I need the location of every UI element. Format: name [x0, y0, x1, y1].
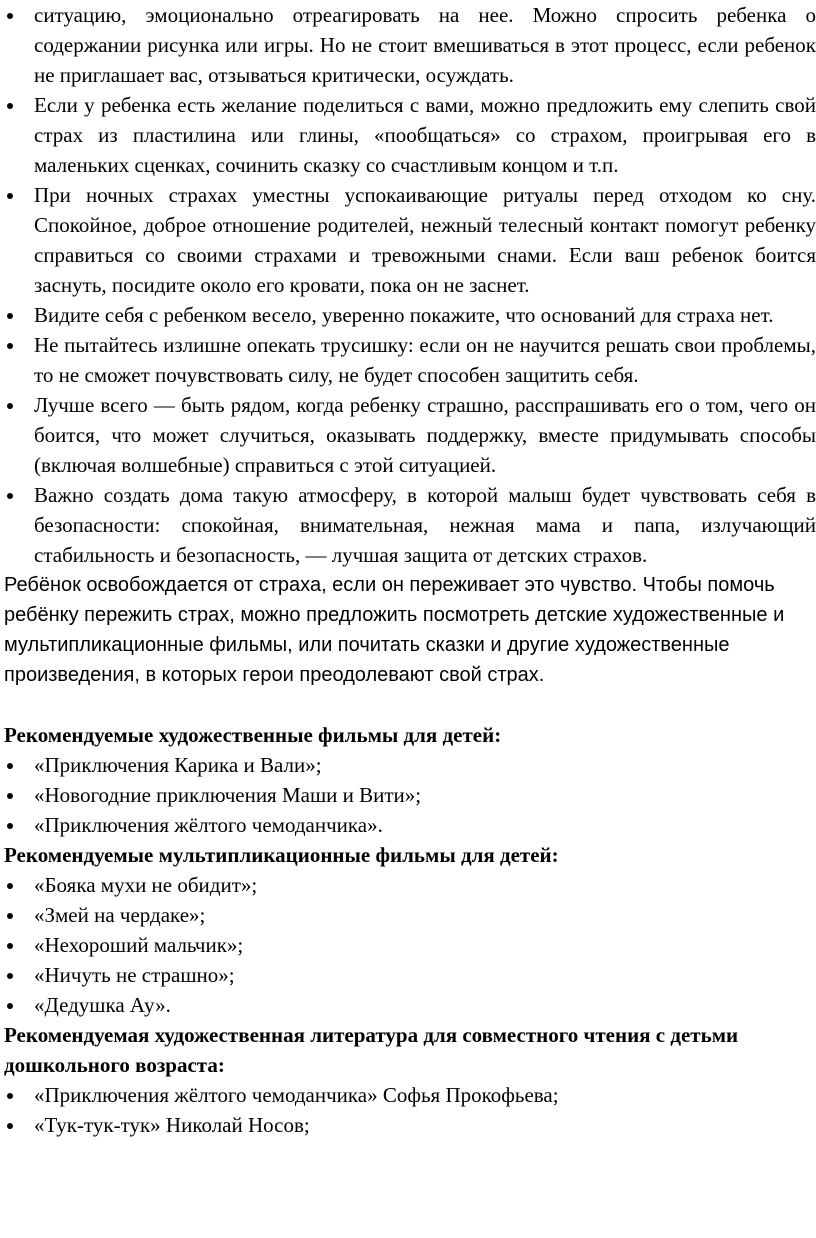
- list-item: «Тук-тук-тук» Николай Носов;: [34, 1110, 816, 1140]
- books-heading: Рекомендуемая художественная литература для совместного чтения с детьми дошкольного возраста:: [4, 1023, 739, 1077]
- list-item: «Новогодние приключения Маши и Вити»;: [34, 780, 816, 810]
- list-item: «Приключения Карика и Вали»;: [34, 750, 816, 780]
- list-item: Видите себя с ребенком весело, уверенно покажите, что оснований для страха нет.: [34, 300, 816, 330]
- list-item: «Ничуть не страшно»;: [34, 960, 816, 990]
- list-item: Лучше всего — быть рядом, когда ребенку страшно, расспрашивать его о том, чего он боится, что может случиться, оказывать поддержку, вместе придумывать способы (включая волшебные) справиться с этой ситуацией.: [34, 390, 816, 480]
- films-list: [4, 750, 816, 840]
- cartoons-list: [4, 870, 816, 1020]
- advice-list: [4, 0, 816, 570]
- list-item: «Нехороший мальчик»;: [34, 930, 816, 960]
- films-heading: Рекомендуемые художественные фильмы для детей:: [4, 723, 502, 747]
- list-item: «Приключения жёлтого чемоданчика» Софья Прокофьева;: [34, 1080, 816, 1110]
- list-item: ситуацию, эмоционально отреагировать на нее. Можно спросить ребенка о содержании рисунка или игры. Но не стоит вмешиваться в этот процесс, если ребенок не приглашает вас, отзываться критически, осуждать.: [34, 0, 816, 90]
- list-item: «Бояка мухи не обидит»;: [34, 870, 816, 900]
- list-item: При ночных страхах уместны успокаивающие ритуалы перед отходом ко сну. Спокойное, доброе отношение родителей, нежный телесный контакт помогут ребенку справиться со своими страхами и тревожными снами. Если ваш ребенок боится заснуть, посидите около его кровати, пока он не заснет.: [34, 180, 816, 300]
- list-item: Если у ребенка есть желание поделиться с вами, можно предложить ему слепить свой страх из пластилина или глины, «пообщаться» со страхом, проигрывая его в маленьких сценках, сочинить сказку со счастливым концом и т.п.: [34, 90, 816, 180]
- list-item: «Змей на чердаке»;: [34, 900, 816, 930]
- spacer: [4, 690, 816, 720]
- cartoons-heading: Рекомендуемые мультипликационные фильмы для детей:: [4, 843, 559, 867]
- list-item: Важно создать дома такую атмосферу, в которой малыш будет чувствовать себя в безопасности: спокойная, внимательная, нежная мама и папа, излучающий стабильность и безопасность, — лучшая защита от детских страхов.: [34, 480, 816, 570]
- intro-paragraph: Ребёнок освобождается от страха, если он переживает это чувство. Чтобы помочь ребёнку пережить страх, можно предложить посмотреть детские художественные и мультипликационные фильмы, или почитать сказки и другие художественные произведения, в которых герои преодолевают свой страх.: [4, 574, 785, 686]
- books-list: [4, 1080, 816, 1140]
- list-item: Не пытайтесь излишне опекать трусишку: если он не научится решать свои проблемы, то не сможет почувствовать силу, не будет способен защитить себя.: [34, 330, 816, 390]
- list-item: «Приключения жёлтого чемоданчика».: [34, 810, 816, 840]
- list-item: «Дедушка Ау».: [34, 990, 816, 1020]
